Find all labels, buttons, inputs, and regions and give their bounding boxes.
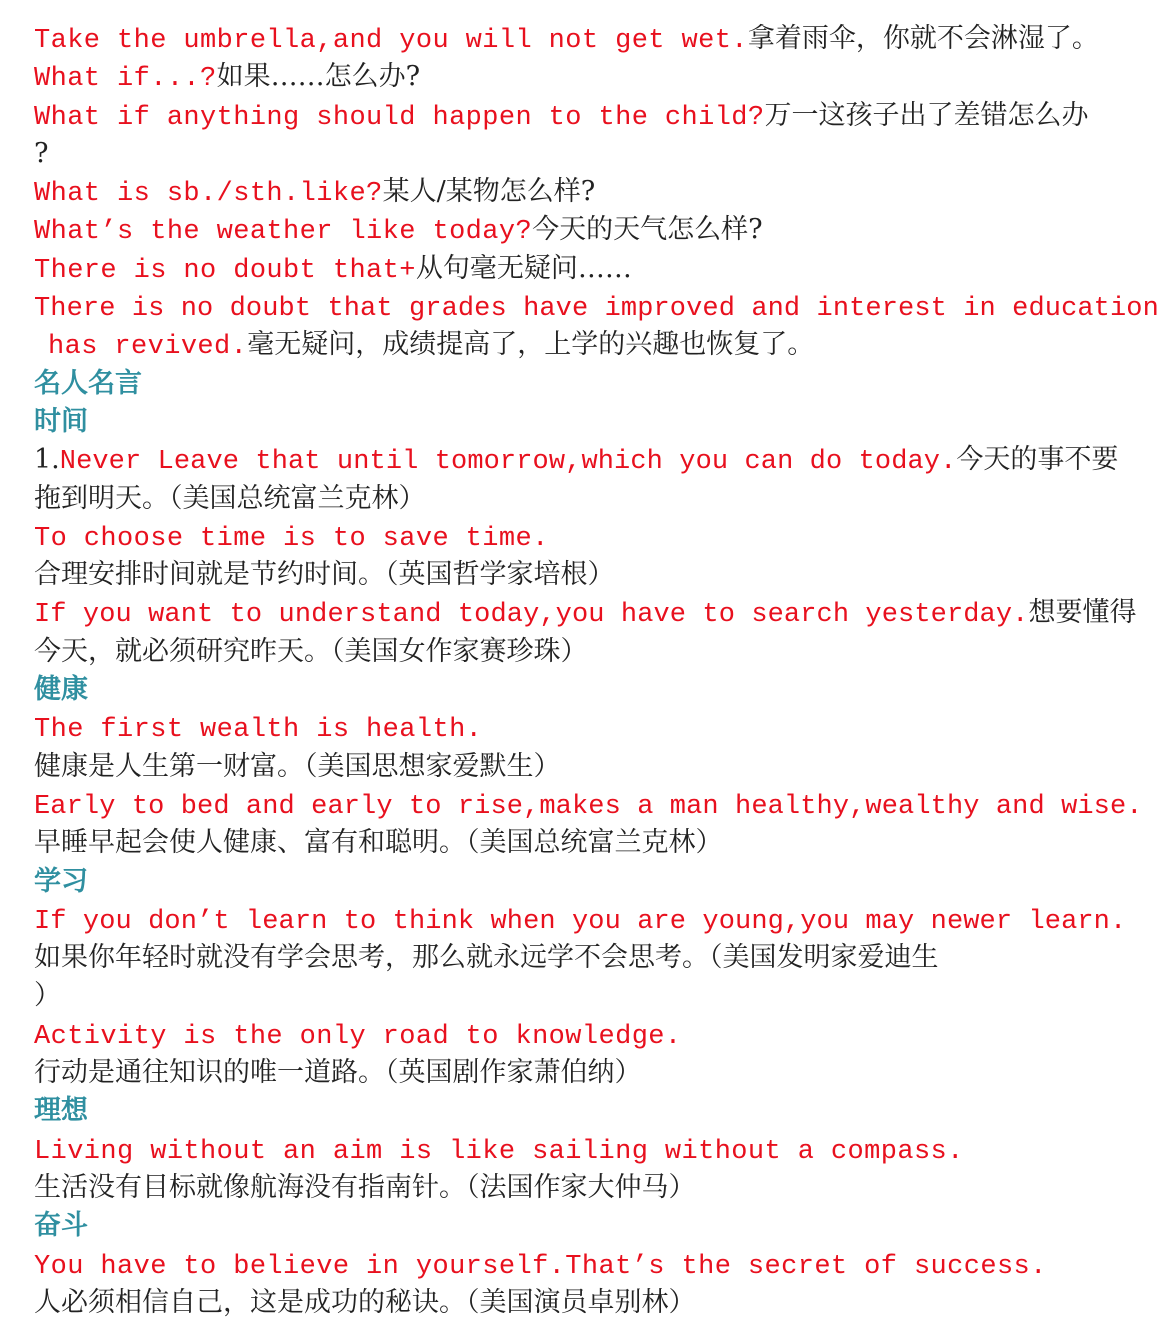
text-line bbox=[34, 594, 1137, 632]
english-phrase: You have to believe in yourself.That’s the secret of success. bbox=[34, 1251, 1047, 1282]
chinese-translation: 健康是人生第一财富。（美国思想家爱默生） bbox=[34, 750, 561, 782]
text-line bbox=[34, 480, 1064, 518]
heading-text: 奋斗 bbox=[34, 1210, 88, 1242]
text-line bbox=[34, 326, 1064, 364]
text-line bbox=[34, 1246, 1064, 1284]
english-phrase: What is sb./sth.like? bbox=[34, 179, 383, 210]
chinese-translation: 如果……怎么办? bbox=[216, 61, 421, 93]
chinese-translation: ） bbox=[34, 980, 61, 1012]
english-phrase: Take the umbrella,and you will not get wet. bbox=[34, 26, 748, 56]
text-line bbox=[34, 633, 1064, 671]
english-phrase: There is no doubt that+ bbox=[34, 255, 416, 286]
section-heading bbox=[34, 1092, 1064, 1130]
heading-text: 理想 bbox=[34, 1095, 88, 1127]
english-phrase: Never Leave that until tomorrow,which you can do today. bbox=[59, 447, 957, 478]
english-phrase: There is no doubt that grades have improved and interest in education bbox=[34, 294, 1159, 325]
section-heading bbox=[34, 403, 1064, 441]
chinese-translation: 万一这孩子出了差错怎么办 bbox=[764, 99, 1089, 131]
chinese-translation: 拖到明天。（美国总统富兰克林） bbox=[34, 482, 426, 514]
chinese-translation: 从句毫无疑问…… bbox=[415, 252, 632, 284]
section-heading bbox=[34, 671, 1064, 709]
english-phrase: What’s the weather like today? bbox=[34, 217, 533, 248]
text-line bbox=[34, 1284, 1064, 1322]
chinese-translation: 今天的天气怎么样? bbox=[532, 214, 763, 246]
text-line bbox=[34, 786, 1143, 824]
text-line bbox=[34, 441, 1119, 479]
section-heading bbox=[34, 1207, 1064, 1245]
english-phrase: has revived. bbox=[48, 332, 248, 363]
english-phrase: Living without an aim is like sailing without a compass. bbox=[34, 1136, 964, 1167]
text-line bbox=[34, 824, 1064, 862]
text-line bbox=[34, 1054, 1064, 1092]
text-line bbox=[34, 556, 1064, 594]
text-line bbox=[34, 518, 1064, 556]
chinese-translation: 想要懂得 bbox=[1028, 597, 1137, 629]
english-phrase: What if...? bbox=[34, 64, 217, 95]
chinese-translation: 拿着雨伞，你就不会淋湿了。 bbox=[747, 23, 1099, 54]
list-number: 1. bbox=[34, 444, 60, 476]
english-phrase: Activity is the only road to knowledge. bbox=[34, 1021, 682, 1052]
text-line bbox=[34, 901, 1127, 939]
text-line bbox=[34, 135, 1064, 173]
text-line bbox=[34, 58, 1064, 96]
text-line bbox=[34, 211, 1064, 249]
chinese-translation: 生活没有目标就像航海没有指南针。（法国作家大仲马） bbox=[34, 1171, 696, 1203]
heading-text: 名人名言 bbox=[34, 367, 142, 399]
chinese-translation: 早睡早起会使人健康、富有和聪明。（美国总统富兰克林） bbox=[34, 827, 723, 859]
heading-text: 健康 bbox=[34, 674, 88, 706]
english-phrase: If you want to understand today,you have to search yesterday. bbox=[34, 600, 1029, 631]
text-line bbox=[34, 709, 1064, 747]
text-line bbox=[34, 20, 1099, 58]
english-phrase: Early to bed and early to rise,makes a man healthy,wealthy and wise. bbox=[34, 791, 1143, 822]
english-phrase: To choose time is to save time. bbox=[34, 523, 549, 554]
text-line bbox=[34, 748, 1064, 786]
text-line bbox=[34, 977, 1064, 1015]
heading-text: 时间 bbox=[34, 405, 88, 437]
heading-text: 学习 bbox=[34, 865, 88, 897]
text-line bbox=[34, 97, 1089, 135]
chinese-translation: ? bbox=[34, 137, 49, 169]
chinese-translation: 合理安排时间就是节约时间。（英国哲学家培根） bbox=[34, 559, 615, 591]
english-phrase: If you don’t learn to think when you are young,you may newer learn. bbox=[34, 906, 1127, 937]
chinese-translation: 今天，就必须研究昨天。（美国女作家赛珍珠） bbox=[34, 635, 588, 667]
chinese-translation: 某人/某物怎么样? bbox=[382, 176, 596, 208]
document-body bbox=[34, 20, 1159, 1322]
chinese-translation: 行动是通往知识的唯一道路。（英国剧作家萧伯纳） bbox=[34, 1057, 642, 1089]
english-phrase: What if anything should happen to the child? bbox=[34, 102, 765, 133]
text-line bbox=[34, 939, 1064, 977]
text-line bbox=[34, 288, 1159, 326]
english-phrase: The first wealth is health. bbox=[34, 715, 483, 746]
section-heading bbox=[34, 863, 1064, 901]
text-line bbox=[34, 173, 1064, 211]
chinese-translation: 如果你年轻时就没有学会思考，那么就永远学不会思考。（美国发明家爱迪生 bbox=[34, 942, 939, 974]
section-heading bbox=[34, 365, 1064, 403]
chinese-translation: 毫无疑问，成绩提高了，上学的兴趣也恢复了。 bbox=[247, 329, 815, 361]
text-line bbox=[34, 1131, 1064, 1169]
chinese-translation: 人必须相信自己，这是成功的秘诀。（美国演员卓别林） bbox=[34, 1286, 696, 1318]
chinese-translation: 今天的事不要 bbox=[956, 444, 1119, 476]
text-line bbox=[34, 250, 1064, 288]
text-line bbox=[34, 1016, 1064, 1054]
text-line bbox=[34, 1169, 1064, 1207]
